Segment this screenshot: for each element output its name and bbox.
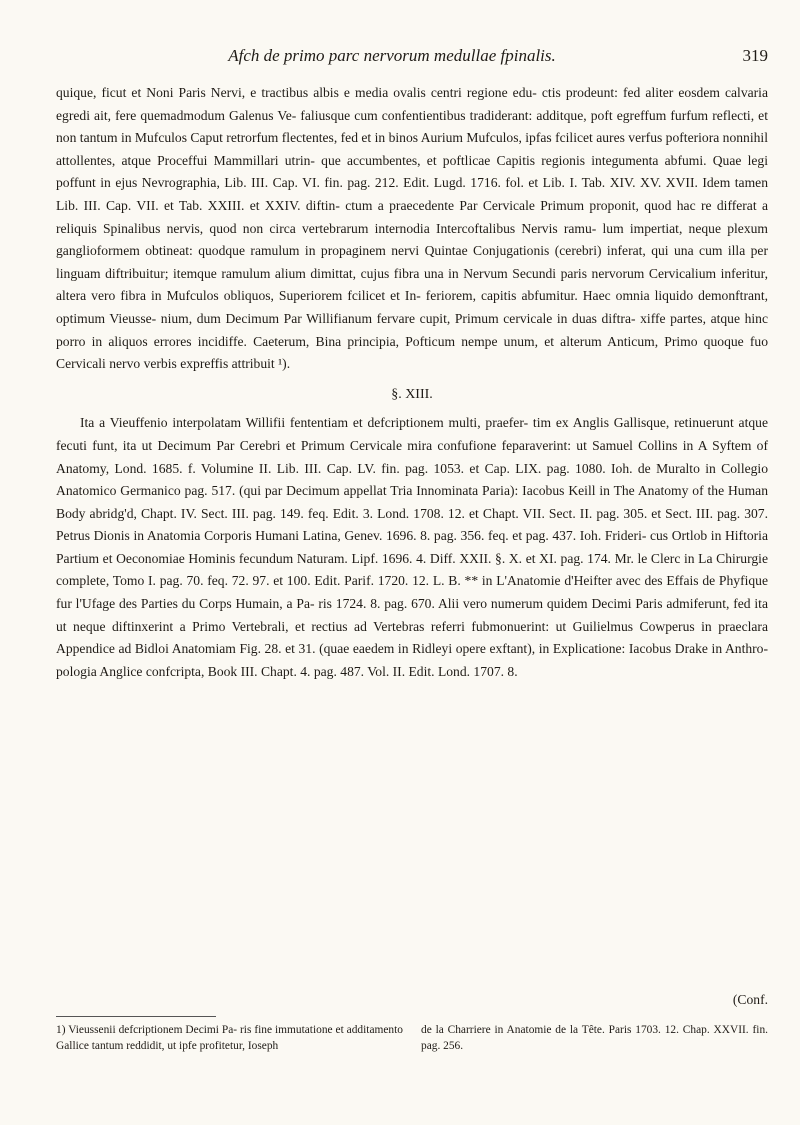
footnote-text-left: 1) Vieussenii defcriptionem Decimi Pa- ris fine immutatione et additamento Gallice tantum reddidit, ut ipfe profitetur, Ioseph	[56, 1024, 403, 1052]
footnote-column-left	[56, 1022, 403, 1054]
main-text	[56, 82, 768, 683]
footnote-text-right: de la Charriere in Anatomie de la Tête. Paris 1703. 12. Chap. XXVII. fin. pag. 256.	[421, 1024, 768, 1052]
section-heading: §. XIII.	[391, 386, 433, 402]
catchword: (Conf.	[732, 992, 768, 1007]
footnote-column-right	[421, 1022, 768, 1054]
paragraph-continuation: quique, ficut et Noni Paris Nervi, e tractibus albis e media ovalis centri regione edu- ctis prodeunt: fed aliter eosdem calvaria egredi ait, fere quemadmodum Galenus Ve- faliusque cum confentientibus tradiderant: additque, poft egreffum furfum reflecti, et non tantum in Mufculos Caput retrorfum flectentes, fed et in binos Aurium Mufculos, ipfas fcilicet aures verfus pofteriora nonnihil attollentes, atque Proceffui Mammillari utrin- que accumbentes, et poftlicae Capitis regionis integumenta abfumi. Quae legi poffunt in ejus Nevrographia, Lib. III. Cap. VI. fin. pag. 212. Edit. Lugd. 1716. fol. et Lib. I. Tab. XIV. XV. XVII. Idem tamen Lib. III. Cap. VII. et Tab. XXIII. et XXIV. diftin- ctum a praecedente Par Cervicale Primum proponit, quod hac re differat a reliquis Spinalibus nervis, quod non circa vertebrarum internodia Intercoftalibus Nervis ramu- lum impertiat, neque plexum ganglioformem obtineat: quodque ramulum in propaginem nervi Quintae Conjugationis (cerebri) inferat, qui una cum illa per linguam diftribuitur; itemque ramulum alium dimittat, cujus fibra una in Nervum Secundi paris nervorum Cervicalium inferitur, altera vero fibra in Mufculos obliquos, Superiorem fcilicet et In- feriorem, capitis abfumitur. Haec omnia liquido demonftrant, optimum Vieusse- nium, dum Decimum Par Willifianum fervare cupit, Primum cervicale in duas diftra- xiffe partes, atque hinc porro in aliquos errores incidiffe. Caeterum, Bina principia, Pofticum nempe unum, et alterum Anticum, Primo quoque fuo Cervicali nervo verbis expreffis attribuit ¹).	[56, 85, 768, 372]
paragraph-section-xiii: Ita a Vieuffenio interpolatam Willifii fententiam et defcriptionem multi, praefer- tim ex Anglis Gallisque, retinuerunt atque fecuti funt, ita ut Decimum Par Cerebri et Primum Cervicale mira confufione feparaverint: ut Samuel Collins in A Syftem of Anatomy, Lond. 1685. f. Volumine II. Lib. III. Cap. LV. fin. pag. 1053. et Cap. LIX. pag. 1080. Ioh. de Muralto in Collegio Anatomico Germanico pag. 517. (qui par Decimum appellat Tria Innominata Paria): Iacobus Keill in The Anatomy of the Human Body abridg'd, Chapt. IV. Sect. III. pag. 149. feq. Edit. 3. Lond. 1708. 12. et Chapt. VII. Sect. II. pag. 305. et Sect. III. pag. 307. Petrus Dionis in Anatomia Corporis Humani Latina, Genev. 1696. 8. pag. 356. feq. et pag. 437. Ioh. Frideri- cus Ortlob in Hiftoria Partium et Oeconomiae Hominis fecundum Naturam. Lipf. 1696. 4. Diff. XXII. §. X. et XI. pag. 174. Mr. le Clerc in La Chirurgie complete, Tomo I. pag. 70. feq. 72. 97. et 100. Edit. Parif. 1720. 12. L. B. ** in L'Anatomie d'Heifter avec des Effais de Phyfique fur l'Ufage des Parties du Corps Humain, a Pa- ris 1724. 8. pag. 670. Alii vero numerum quidem Decimi Paris admiferunt, fed ita ut neque diftinxerint a Primo Vertebrali, et rectius ad Vertebras referri fubmonuerint: ut Guilielmus Cowperus in praeclara Appendice ad Bidloi Anatomiam Fig. 28. et 31. (quae eaedem in Ridleyi opere exftant), in Explicatione: Iacobus Drake in Anthro- pologia Anglice confcripta, Book III. Chapt. 4. pag. 487. Vol. II. Edit. Lond. 1707. 8.	[56, 415, 768, 679]
running-head	[56, 46, 768, 70]
footnote-rule	[56, 1016, 216, 1017]
page-number: 319	[742, 46, 768, 65]
footnote	[56, 1022, 768, 1054]
running-title: Afch de primo parc nervorum medullae fpinalis.	[228, 46, 556, 65]
